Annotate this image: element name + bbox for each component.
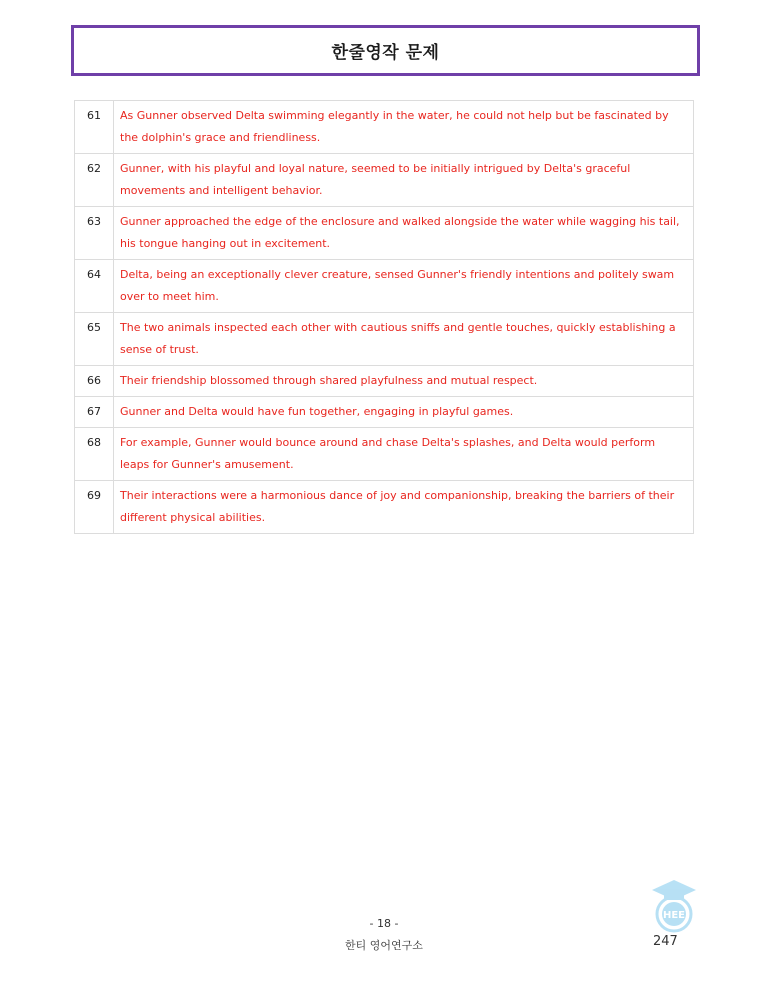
table-row [75, 428, 694, 481]
question-sentence: Delta, being an exceptionally clever creature, sensed Gunner's friendly intentions and politely swam over to meet him. [114, 260, 694, 313]
question-sentence: Gunner, with his playful and loyal nature, seemed to be initially intrigued by Delta's graceful movements and intelligent behavior. [114, 154, 694, 207]
table-row [75, 154, 694, 207]
question-number: 64 [75, 260, 114, 313]
table-row [75, 101, 694, 154]
logo-text: HEE [662, 910, 686, 921]
page-title: 한줄영작 문제 [331, 43, 440, 63]
question-sentence: Gunner and Delta would have fun together, engaging in playful games. [114, 397, 694, 428]
page-number: - 18 - [369, 917, 399, 930]
footer-brand: 한티 영어연구소 [345, 939, 423, 952]
table-row [75, 207, 694, 260]
question-number: 61 [75, 101, 114, 154]
question-number: 69 [75, 481, 114, 534]
question-number: 63 [75, 207, 114, 260]
question-number: 65 [75, 313, 114, 366]
question-number: 62 [75, 154, 114, 207]
question-number: 66 [75, 366, 114, 397]
question-sentence: Their friendship blossomed through shared playfulness and mutual respect. [114, 366, 694, 397]
question-sentence: The two animals inspected each other with cautious sniffs and gentle touches, quickly establishing a sense of trust. [114, 313, 694, 366]
table-row [75, 260, 694, 313]
page-total-number: 247 [653, 934, 678, 949]
question-sentence: Their interactions were a harmonious dance of joy and companionship, breaking the barriers of their different physical abilities. [114, 481, 694, 534]
question-table [74, 100, 694, 534]
question-sentence: Gunner approached the edge of the enclosure and walked alongside the water while wagging his tail, his tongue hanging out in excitement. [114, 207, 694, 260]
table-row [75, 313, 694, 366]
question-number: 67 [75, 397, 114, 428]
question-number: 68 [75, 428, 114, 481]
question-sentence: For example, Gunner would bounce around and chase Delta's splashes, and Delta would perform leaps for Gunner's amusement. [114, 428, 694, 481]
question-sentence: As Gunner observed Delta swimming elegantly in the water, he could not help but be fascinated by the dolphin's grace and friendliness. [114, 101, 694, 154]
table-row [75, 397, 694, 428]
title-box [71, 25, 700, 76]
table-row [75, 481, 694, 534]
table-row [75, 366, 694, 397]
